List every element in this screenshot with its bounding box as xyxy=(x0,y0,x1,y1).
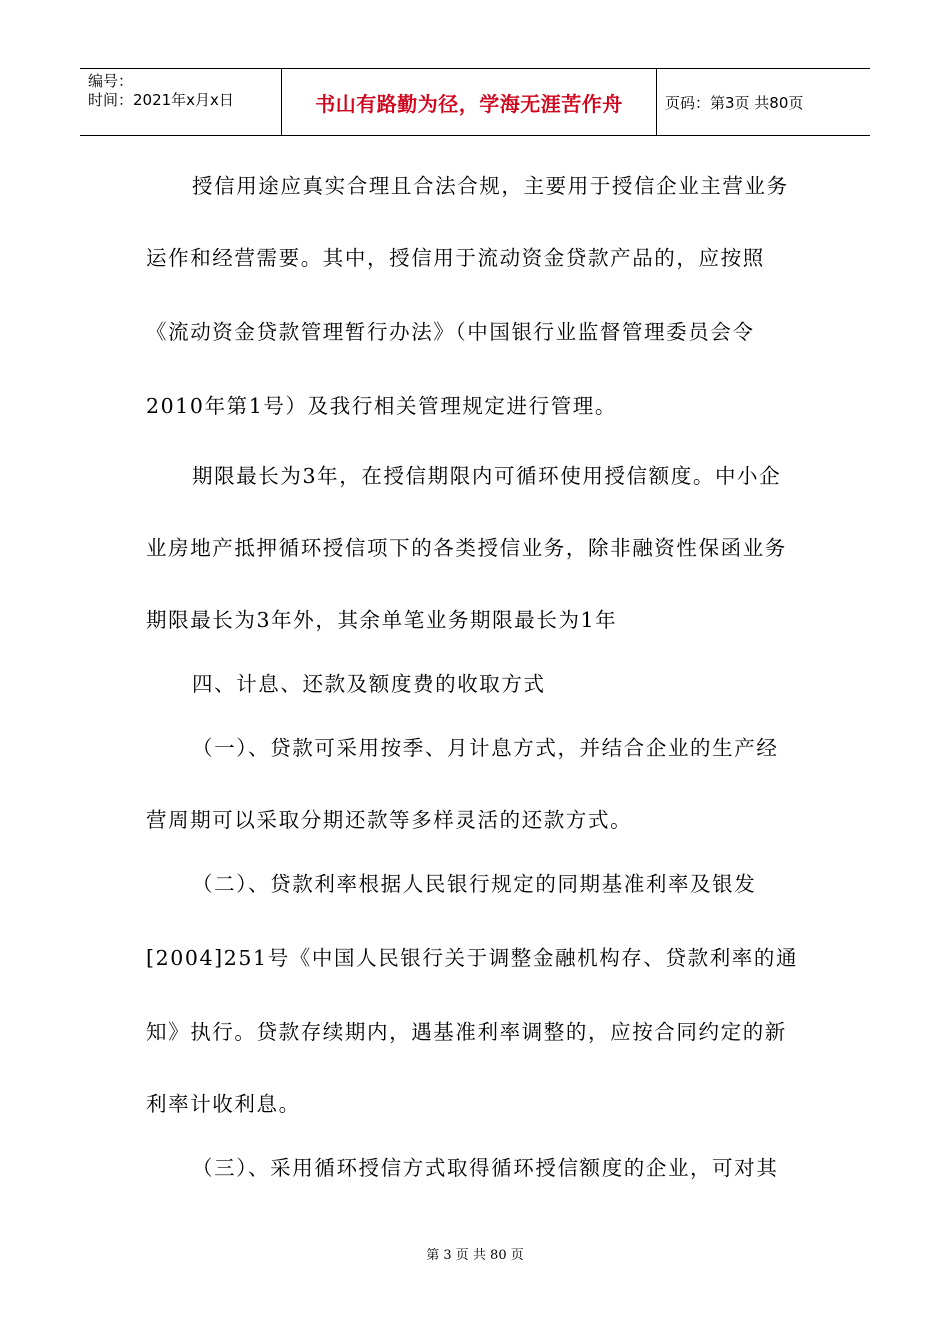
body-line: （二）、贷款利率根据人民银行规定的同期基准利率及银发 xyxy=(192,872,757,896)
section-heading: 四、计息、还款及额度费的收取方式 xyxy=(192,672,546,696)
header-motto: 书山有路勤为径，学海无涯苦作舟 xyxy=(282,69,657,135)
body-line: [2004]251号《中国人民银行关于调整金融机构存、贷款利率的通 xyxy=(146,946,799,970)
body-line: （一）、贷款可采用按季、月计息方式，并结合企业的生产经 xyxy=(192,736,779,760)
body-line: 利率计收利息。 xyxy=(146,1092,301,1116)
body-line: 2010年第1号）及我行相关管理规定进行管理。 xyxy=(146,394,618,418)
header-page-info: 页码：第3页 共80页 xyxy=(665,93,804,112)
body-line: 业房地产抵押循环授信项下的各类授信业务，除非融资性保函业务 xyxy=(146,536,787,560)
document-header xyxy=(80,68,870,136)
body-line: 知》执行。贷款存续期内，遇基准利率调整的，应按合同约定的新 xyxy=(146,1020,787,1044)
body-line: （三）、采用循环授信方式取得循环授信额度的企业，可对其 xyxy=(192,1156,779,1180)
header-meta xyxy=(80,69,282,135)
body-line: 授信用途应真实合理且合法合规，主要用于授信企业主营业务 xyxy=(192,174,789,198)
body-line: 《流动资金贷款管理暂行办法》（中国银行业监督管理委员会令 xyxy=(146,320,755,344)
document-number-label: 编号： xyxy=(88,72,134,90)
document-date: 时间：2021年x月x日 xyxy=(88,91,234,109)
body-line: 营周期可以采取分期还款等多样灵活的还款方式。 xyxy=(146,808,633,832)
body-line: 运作和经营需要。其中，授信用于流动资金贷款产品的，应按照 xyxy=(146,246,765,270)
page-footer: 第 3 页 共 80 页 xyxy=(426,1248,524,1263)
body-line: 期限最长为3年外，其余单笔业务期限最长为1年 xyxy=(146,608,618,632)
body-line: 期限最长为3年，在授信期限内可循环使用授信额度。中小企 xyxy=(192,464,782,488)
